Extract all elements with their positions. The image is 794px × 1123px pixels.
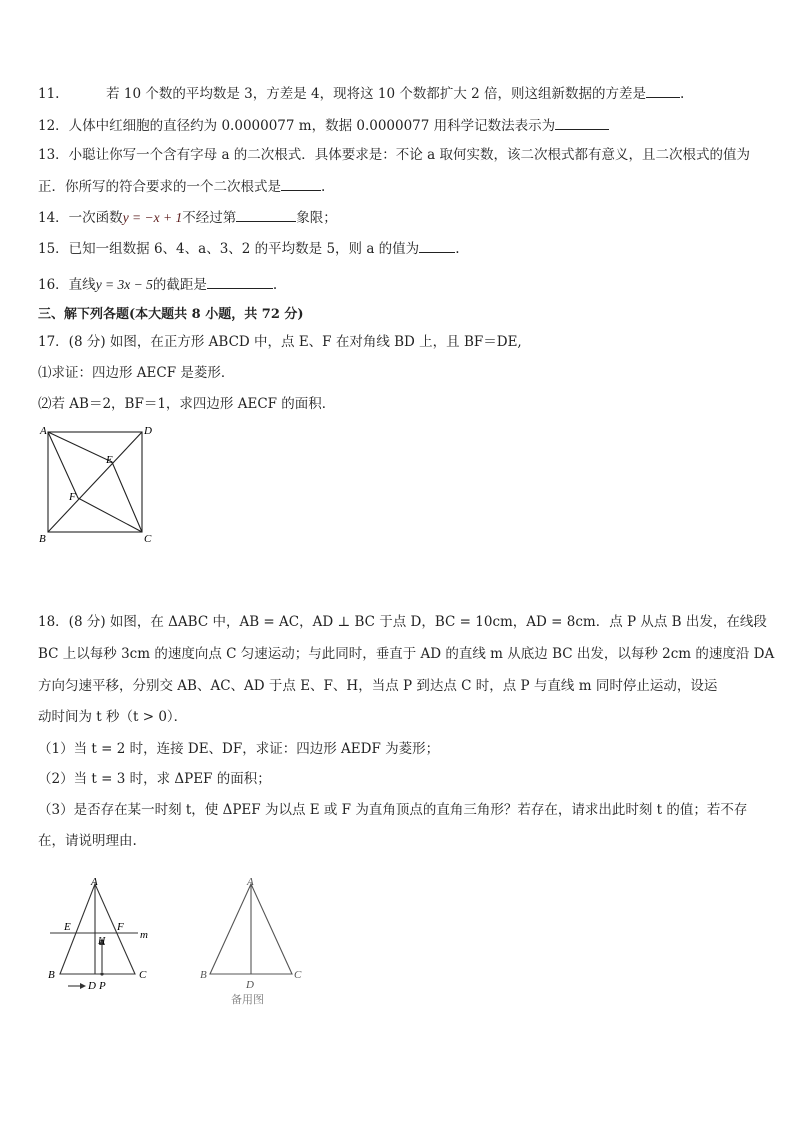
answer-blank[interactable]	[281, 176, 321, 191]
question-18-line4: 动时间为 t 秒（t > 0）．	[38, 709, 188, 725]
figure-17-square	[30, 418, 170, 548]
question-13-line2	[38, 176, 325, 196]
label-B: B	[39, 533, 46, 545]
question-text: 若 10 个数的平均数是 3，方差是 4，现将这 10 个数都扩大 2 倍，则这组新数据的方差是	[106, 86, 647, 102]
question-text: 象限；	[296, 210, 337, 226]
question-text: 12．人体中红细胞的直径约为 0.0000077 m，数据 0.0000077 用科学记数法表示为	[38, 118, 556, 134]
question-15	[38, 238, 459, 258]
question-17-part1: ⑴求证：四边形 AECF 是菱形．	[38, 365, 235, 381]
question-18-part2: （2）当 t = 3 时，求 ΔPEF 的面积；	[38, 771, 271, 787]
question-end: .	[321, 179, 326, 195]
label-E: E	[106, 454, 113, 466]
question-text: 14．一次函数	[38, 210, 123, 226]
question-number: 11.	[38, 86, 60, 102]
question-end: .	[680, 86, 685, 102]
question-18-part3-line1: （3）是否存在某一时刻 t，使 ΔPEF 为以点 E 或 F 为直角顶点的直角三角形？若存在，请求出此时刻 t 的值；若不存	[38, 802, 748, 818]
question-13-line1	[38, 146, 750, 164]
label-D: D	[88, 980, 96, 992]
label-B: B	[48, 969, 55, 981]
label-E: E	[64, 921, 71, 933]
label-D: D	[144, 425, 152, 437]
label-F: F	[117, 921, 124, 933]
question-18-line1: 18．(8 分) 如图，在 ΔABC 中，AB = AC，AD ⊥ BC 于点 D，BC = 10cm，AD = 8cm．点 P 从点 B 出发，在线段	[38, 614, 767, 630]
question-17-stem: 17．(8 分) 如图，在正方形 ABCD 中，点 E、F 在对角线 BD 上，且 BF＝DE,	[38, 334, 522, 350]
label-C: C	[144, 533, 152, 545]
question-18-part1: （1）当 t = 2 时，连接 DE、DF，求证：四边形 AEDF 为菱形；	[38, 741, 440, 757]
answer-blank[interactable]	[207, 274, 273, 289]
figure-18-triangle	[40, 872, 170, 1012]
question-text: 正．你所写的符合要求的一个二次根式是	[38, 179, 281, 195]
question-text: 不经过第	[182, 210, 237, 226]
question-text: 的截距是	[152, 277, 207, 293]
question-14	[38, 207, 337, 227]
answer-blank[interactable]	[555, 115, 609, 130]
question-text: 15．已知一组数据 6、4、a、3、2 的平均数是 5，则 a 的值为	[38, 241, 420, 257]
question-18-line2: BC 上以每秒 3cm 的速度向点 C 匀速运动；与此同时，垂直于 AD 的直线 m 从底边 BC 出发，以每秒 2cm 的速度沿 DA	[38, 646, 775, 662]
label-B: B	[200, 969, 207, 981]
answer-blank[interactable]	[646, 83, 680, 98]
label-H: H	[98, 936, 106, 947]
question-11	[38, 83, 684, 103]
question-end: .	[272, 277, 278, 293]
answer-blank[interactable]	[236, 207, 296, 222]
label-A: A	[247, 876, 254, 888]
question-end: .	[455, 241, 460, 257]
math-expression: y = 3x − 5	[95, 277, 153, 292]
section-heading: 三、解下列各题(本大题共 8 小题，共 72 分)	[38, 307, 304, 322]
question-12	[38, 115, 609, 135]
label-A: A	[91, 876, 98, 888]
label-P: P	[99, 980, 106, 992]
math-expression: y = −x + 1	[122, 210, 183, 225]
question-text: 16．直线	[38, 277, 96, 293]
label-F: F	[69, 491, 76, 503]
answer-blank[interactable]	[419, 238, 455, 253]
question-17-part2: ⑵若 AB＝2，BF＝1，求四边形 AECF 的面积．	[38, 396, 336, 412]
question-18-part3-line2: 在，请说明理由.	[38, 833, 137, 849]
figure-18-spare-triangle	[195, 872, 315, 1012]
label-C: C	[294, 969, 302, 981]
label-D: D	[246, 979, 254, 991]
question-text: 13．小聪让你写一个含有字母 a 的二次根式．具体要求是：不论 a 取何实数，该二次根式都有意义，且二次根式的值为	[38, 147, 750, 163]
label-A: A	[40, 425, 47, 437]
label-m: m	[140, 929, 148, 941]
label-C: C	[139, 969, 147, 981]
question-18-line3: 方向匀速平移，分别交 AB、AC、AD 于点 E、F、H，当点 P 到达点 C 时，点 P 与直线 m 同时停止运动，设运	[38, 678, 718, 694]
figure-caption: 备用图	[231, 994, 264, 1006]
question-16	[38, 274, 277, 294]
